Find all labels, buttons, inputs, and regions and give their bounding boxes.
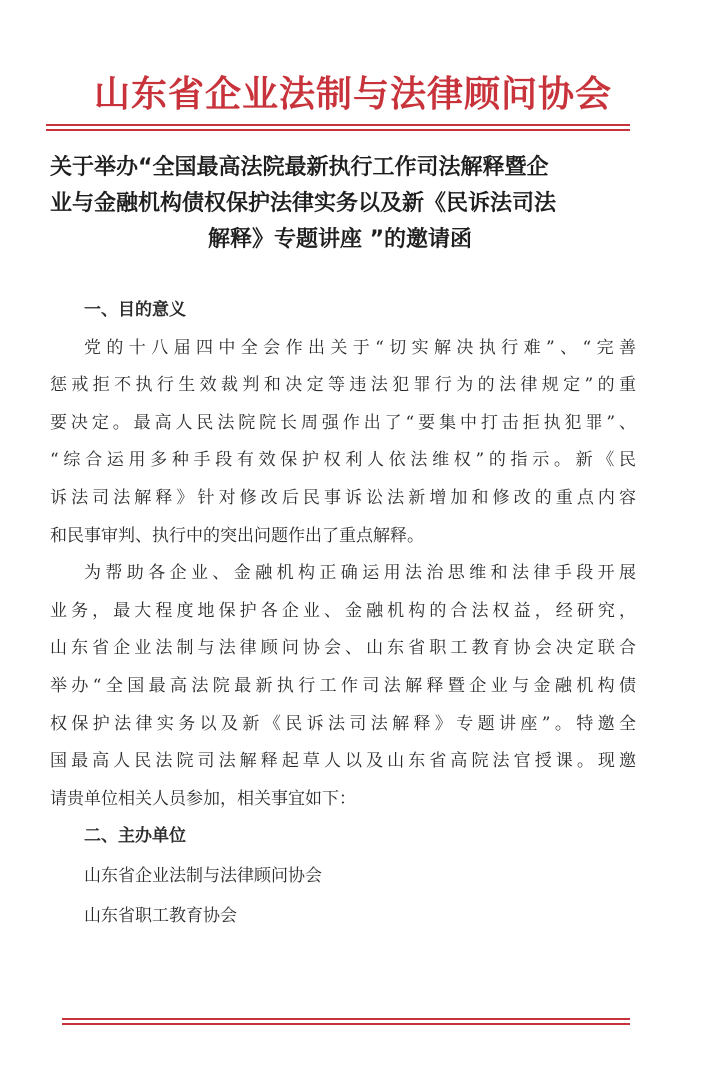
paragraph-line: 权保护法律实务以及新《民诉法司法解释》专题讲座”。特邀全	[50, 713, 636, 734]
paragraph-line: 惩戒拒不执行生效裁判和决定等违法犯罪行为的法律规定”的重	[50, 375, 636, 396]
paragraph-line: 业务，最大程度地保护各企业、金融机构的合法权益，经研究，	[50, 600, 636, 621]
paragraph-purpose	[50, 330, 636, 556]
paragraph-line: 要决定。最高人民法院院长周强作出了“要集中打击拒执犯罪”、	[50, 412, 636, 433]
paragraph-arrangement	[50, 555, 636, 818]
document-title	[50, 150, 630, 258]
section-1-heading: 一、目的意义	[84, 300, 186, 320]
footer-rule-bottom	[62, 1023, 630, 1025]
paragraph-line: 为帮助各企业、金融机构正确运用法治思维和法律手段开展	[84, 563, 636, 584]
paragraph-line: 请贵单位相关人员参加，相关事宜如下：	[50, 788, 356, 809]
paragraph-line: 国最高人民法院司法解释起草人以及山东省高院法官授课。现邀	[50, 751, 636, 772]
title-line-3: 解释》专题讲座 ”的邀请函	[207, 227, 473, 252]
paragraph-line: 举办“全国最高法院最新执行工作司法解释暨企业与金融机构债	[50, 675, 636, 696]
paragraph-line: 和民事审判、执行中的突出问题作出了重点解释。	[50, 525, 424, 546]
document-body	[50, 292, 636, 936]
letterhead-org-name: 山东省企业法制与法律顾问协会	[93, 73, 612, 115]
letterhead-rule-top	[46, 124, 630, 126]
paragraph-line: 诉法司法解释》针对修改后民事诉讼法新增加和修改的重点内容	[50, 487, 636, 508]
title-line-1: 关于举办“全国最高法院最新执行工作司法解释暨企	[50, 155, 549, 180]
paragraph-line: 党的十八届四中全会作出关于“切实解决执行难”、“完善	[84, 337, 636, 358]
section-2-heading: 二、主办单位	[84, 826, 186, 847]
footer-rule-top	[62, 1018, 630, 1020]
organizer-item: 山东省职工教育协会	[84, 905, 237, 926]
paragraph-line: “综合运用多种手段有效保护权利人依法维权”的指示。新《民	[50, 450, 636, 471]
paragraph-line: 山东省企业法制与法律顾问协会、山东省职工教育协会决定联合	[50, 638, 636, 659]
organizer-list	[50, 856, 636, 936]
letterhead-rule-bottom	[46, 129, 630, 131]
organizer-item: 山东省企业法制与法律顾问协会	[84, 865, 322, 886]
title-line-2: 业与金融机构债权保护法律实务以及新《民诉法司法	[50, 191, 557, 216]
